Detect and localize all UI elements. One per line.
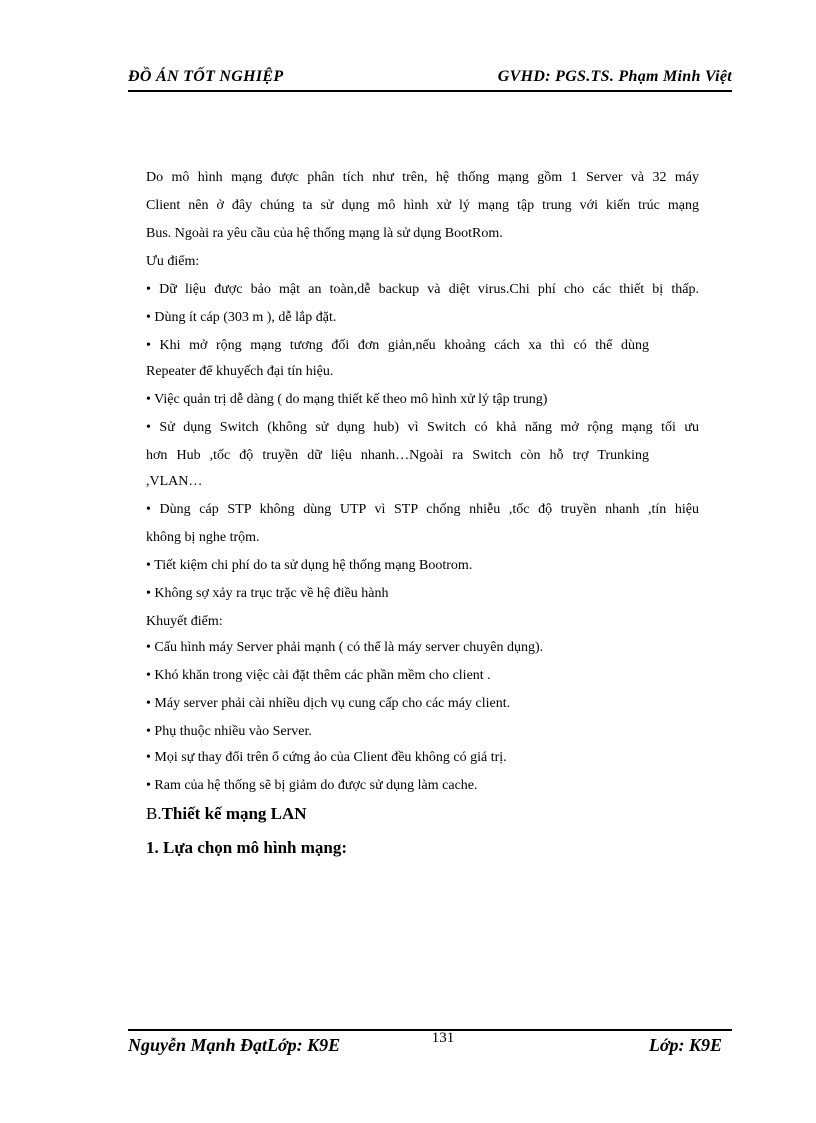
body-line: Client nên ở đây chúng ta sử dụng mô hình xử lý mạng tập trung với kiến trúc mạng	[146, 198, 699, 213]
body-line: • Không sợ xảy ra trục trặc về hệ điều hành	[146, 586, 389, 601]
body-line: • Mọi sự thay đổi trên ổ cứng ảo của Client đều không có giá trị.	[146, 750, 507, 765]
header-divider	[128, 90, 732, 92]
header-supervisor: GVHD: PGS.TS. Phạm Minh Việt	[497, 68, 732, 85]
body-line: • Máy server phải cài nhiều dịch vụ cung cấp cho các máy client.	[146, 696, 511, 711]
body-line: ,VLAN…	[146, 474, 203, 489]
body-line: • Khi mở rộng mạng tương đối đơn giản,nếu khoảng cách xa thì có thể dùng	[146, 338, 649, 353]
section-b-title: Thiết kế mạng LAN	[161, 804, 307, 823]
body-line: • Phụ thuộc nhiều vào Server.	[146, 724, 312, 739]
body-line: Ưu điểm:	[146, 254, 200, 269]
body-line: không bị nghe trộm.	[146, 530, 260, 545]
page-header	[128, 68, 732, 90]
body-line: Bus. Ngoài ra yêu cầu của hệ thống mạng là sử dụng BootRom.	[146, 226, 503, 241]
header-title: ĐỒ ÁN TỐT NGHIỆP	[128, 68, 284, 85]
body-line: Do mô hình mạng được phân tích như trên, hệ thống mạng gồm 1 Server và 32 máy	[146, 170, 699, 185]
footer-author: Nguyễn Mạnh ĐạtLớp: K9E	[128, 1035, 341, 1055]
body-line: • Ram của hệ thống sẽ bị giảm do được sử dụng làm cache.	[146, 778, 478, 793]
body-line: Khuyết điểm:	[146, 614, 223, 629]
body-line: • Tiết kiệm chi phí do ta sử dụng hệ thống mạng Bootrom.	[146, 558, 473, 573]
body-line: • Sử dụng Switch (không sử dụng hub) vì Switch có khả năng mở rộng mạng tối ưu	[146, 420, 699, 435]
section-1-title: Lựa chọn mô hình mạng:	[163, 838, 348, 857]
body-line: • Dùng ít cáp (303 m ), dễ lắp đặt.	[146, 310, 337, 325]
body-line: • Dữ liệu được bảo mật an toàn,dễ backup và diệt virus.Chi phí cho các thiết bị thấp.	[146, 282, 699, 297]
body-line: • Khó khăn trong việc cài đặt thêm các phần mềm cho client .	[146, 668, 491, 683]
section-heading-b	[146, 804, 307, 824]
body-line: • Cấu hình máy Server phải mạnh ( có thể là máy server chuyên dụng).	[146, 640, 544, 655]
section-b-prefix: B.	[146, 804, 162, 823]
footer-class: Lớp: K9E	[648, 1035, 722, 1055]
section-heading-1	[146, 838, 347, 858]
section-1-prefix: 1.	[146, 838, 159, 857]
body-line: Repeater để khuyếch đại tín hiệu.	[146, 364, 334, 379]
body-line: • Dùng cáp STP không dùng UTP vì STP chống nhiễu ,tốc độ truyền nhanh ,tín hiệu	[146, 502, 699, 517]
page-number: 131	[431, 1030, 455, 1046]
body-line: • Việc quản trị dễ dàng ( do mạng thiết kế theo mô hình xử lý tập trung)	[146, 392, 548, 407]
body-line: hơn Hub ,tốc độ truyền dữ liệu nhanh…Ngoài ra Switch còn hỗ trợ Trunking	[146, 448, 649, 463]
